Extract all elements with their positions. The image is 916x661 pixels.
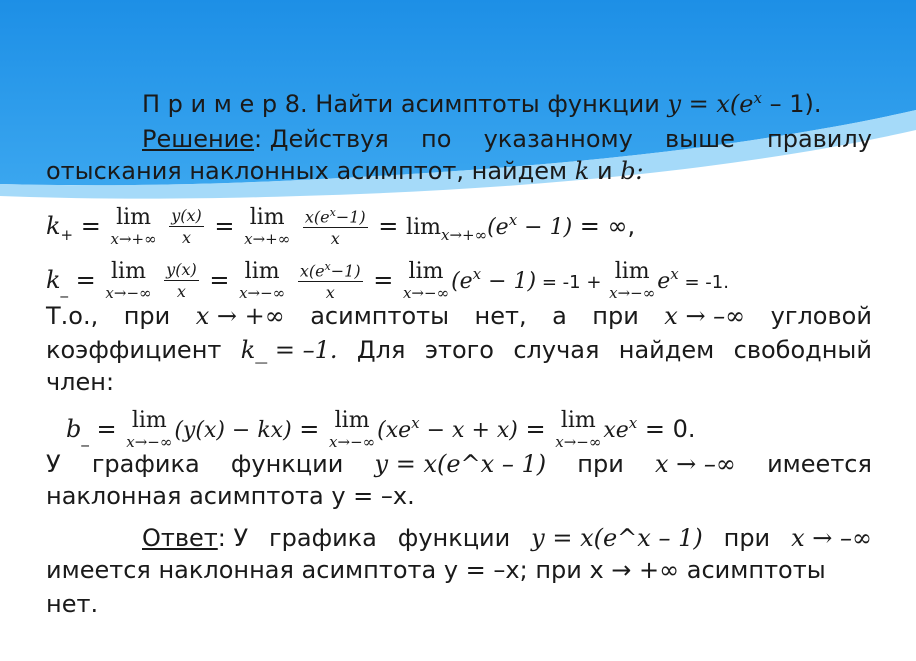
conclusion-line-3 [46,368,872,396]
b-subscript: _ [81,428,89,447]
var-k: k [574,157,590,185]
solution-word: : Действуя [254,125,389,153]
example-function: y = x(e [667,90,754,118]
numerator-exp: x [324,259,331,273]
k-symbol: k [46,266,61,294]
b-symbol: b [66,415,82,443]
expression-1: (y(x) − kx) [174,418,292,443]
conclusion-line-3-text: член: [46,368,115,396]
lim-word: lim [408,259,444,284]
word: x → –∞ [664,302,746,330]
word: Для [356,336,406,364]
example-function-end: – 1). [761,90,822,118]
expression-end: − 1) [517,215,573,240]
equals: = [206,212,243,240]
equals: = [88,415,125,443]
middle-term: = -1 + [536,272,608,293]
word: имеется [767,450,872,478]
result: = 0. [637,415,696,443]
word: У [46,450,61,478]
word: функции [230,450,344,478]
limit-operator [239,261,285,301]
lim-word: lim [131,408,167,433]
tail-expression: e [657,269,671,294]
example-label: П р и м е р 8. [142,90,308,118]
word: y = x(e^x – 1) [374,450,547,478]
k-symbol: k [46,212,61,240]
word: этого [424,336,494,364]
lim-subscript: x→−∞ [609,284,656,302]
numerator [298,261,363,282]
fraction [298,261,363,301]
word: угловой [770,302,872,330]
solution-line-1 [46,125,872,153]
word: графика [269,524,377,552]
graph-note-line-1 [46,450,872,478]
equals: = [370,212,407,240]
expression-2-end: − x + x) [419,418,518,443]
word: x → –∞ [654,450,736,478]
numerator-text: x(e [299,261,325,281]
denominator: x [330,229,340,249]
word: : У [217,524,249,552]
word: нет, [474,302,527,330]
limit-operator [609,261,655,301]
expression-3: xe [603,418,629,443]
answer-label: Ответ [142,524,218,552]
word: свободный [733,336,872,364]
formula-k-plus [46,194,872,249]
word: при [123,302,171,330]
word: функции [397,524,511,552]
word: Т.о., [46,302,99,330]
solution-word: по [421,125,452,153]
graph-note-line-2-text: наклонная асимптота y = –x. [46,482,415,510]
fraction [303,207,368,247]
tail-exp: x [670,265,679,283]
numerator: y(x) [166,260,197,279]
word: коэффициент [46,336,222,364]
numerator-end: −1) [335,207,366,227]
lim-inline: lim [406,215,441,240]
equals: = [73,212,109,240]
lim-subscript: x→−∞ [329,433,376,451]
formula-b [66,398,872,451]
denominator: x [325,283,335,303]
example-line [46,84,872,118]
equals: = [201,266,238,294]
numerator-text: x(e [304,207,330,227]
answer-line-3-text: нет. [46,590,99,618]
fraction [169,208,204,246]
k-subscript: _ [60,279,69,298]
word: x → +∞ [195,302,285,330]
numerator [303,207,368,228]
numerator-exp: x [329,205,336,219]
denominator: x [181,228,192,247]
word: графика [91,450,200,478]
k-subscript: + [60,225,74,244]
limit-operator [555,410,601,450]
lim-word: lim [249,205,285,230]
solution-word: правилу [767,125,872,153]
solution-word: указанному [483,125,633,153]
answer-line-1 [46,524,872,552]
lim-subscript: x→−∞ [105,284,152,302]
equals: = [365,266,401,294]
equals: = [291,415,328,443]
result: = ∞, [572,212,636,240]
limit-operator [329,410,375,450]
denominator: x [176,282,186,301]
limit-operator [403,261,449,301]
lim-subscript: x→−∞ [402,284,450,302]
example-task: Найти асимптоты функции [315,90,660,118]
graph-note-line-2 [46,482,872,510]
solution-label: Решение [142,125,255,153]
expression: (e [487,215,509,240]
word: случая [513,336,600,364]
word: x → –∞ [791,524,872,552]
formula-k-minus [46,248,872,303]
limit-operator [105,261,151,301]
answer-line-2 [46,556,872,584]
word: при [592,302,639,330]
equals: = [68,266,104,294]
solution-word: выше [665,125,735,153]
word: асимптоты [310,302,450,330]
lim-word: lim [111,259,146,284]
answer-line-2-text: имеется наклонная асимптота y = –x; при x → +∞ асимптоты [46,556,826,584]
lim-subscript: x→+∞ [244,230,291,248]
lim-inline-subscript: x→+∞ [440,225,488,244]
solution-line-2 [46,157,872,185]
fraction [164,262,199,300]
expression-2: (xe [377,418,412,443]
lim-word: lim [334,408,370,433]
conj-and: и [596,157,613,185]
conclusion-line-1 [46,302,872,330]
var-b: b: [620,157,644,185]
expression-3-exp: x [628,414,638,432]
equals: = [517,415,554,443]
word: y = x(e^x – 1) [531,524,703,552]
lim-subscript: x→−∞ [555,433,602,451]
expression-exp: x [472,265,482,283]
word: при [723,524,771,552]
expression: (e [451,269,473,294]
lim-word: lim [560,408,596,433]
example-function-exp: x [753,89,762,107]
lim-word: lim [244,259,280,284]
expression-exp: x [508,211,518,229]
numerator-end: −1) [330,261,361,281]
conclusion-line-2 [46,336,872,364]
expression-end: − 1) [481,269,537,294]
solution-line-2-text: отыскания наклонных асимптот, найдем [46,157,568,185]
lim-word: lim [614,259,650,284]
limit-operator [111,207,157,247]
numerator: y(x) [171,206,202,225]
lim-subscript: x→−∞ [239,284,286,302]
word: при [577,450,624,478]
answer-line-3 [46,590,872,618]
expression-2-exp: x [411,414,420,432]
limit-operator [126,410,172,450]
limit-operator [244,207,290,247]
lim-word: lim [116,205,152,230]
lim-subscript: x→−∞ [126,433,173,451]
result: = -1. [678,272,729,293]
word: k_ = –1. [240,336,338,364]
word: а [552,302,567,330]
lim-subscript: x→+∞ [110,230,157,248]
word: найдем [618,336,715,364]
